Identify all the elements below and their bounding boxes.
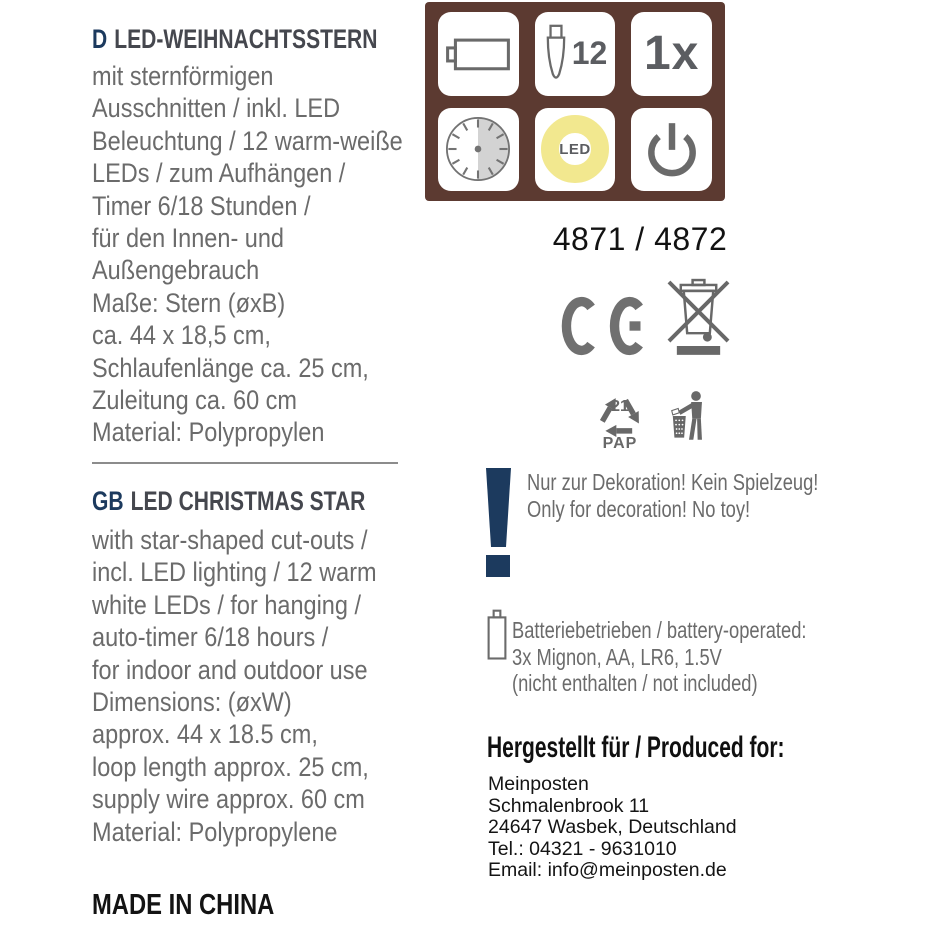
description-line: for indoor and outdoor use	[92, 654, 368, 685]
battery-info	[512, 617, 806, 697]
section-divider	[92, 462, 398, 464]
description-line: Schlaufenlänge ca. 25 cm,	[92, 352, 369, 383]
tidy-man-icon	[662, 381, 716, 451]
weee-bin-icon	[667, 273, 730, 356]
warning-line-de: Nur zur Dekoration! Kein Spielzeug!	[527, 469, 819, 495]
description-line: auto-timer 6/18 hours /	[92, 622, 329, 653]
language-badge-gb: GB	[92, 486, 124, 516]
timer-clock-icon	[441, 112, 515, 186]
german-section-title	[92, 24, 377, 55]
address-line: Email: info@meinposten.de	[488, 859, 727, 882]
battery-info-line: 3x Mignon, AA, LR6, 1.5V	[512, 643, 722, 670]
language-badge-de: D	[92, 24, 108, 54]
led-count-label: 12	[571, 35, 608, 72]
exclamation-icon	[486, 468, 512, 580]
made-in-china-label: MADE IN CHINA	[92, 889, 275, 921]
description-line: Material: Polypropylene	[92, 816, 338, 847]
description-line: LEDs / zum Aufhängen /	[92, 158, 346, 189]
german-description	[92, 60, 457, 449]
description-line: incl. LED lighting / 12 warm	[92, 557, 377, 588]
description-line: Dimensions: (øxW)	[92, 687, 292, 718]
description-line: mit sternförmigen	[92, 61, 274, 91]
description-line: approx. 44 x 18.5 cm,	[92, 719, 318, 750]
quantity-tile	[631, 12, 712, 96]
description-line: Außengebrauch	[92, 255, 260, 286]
led-tile	[535, 108, 616, 192]
description-line: Material: Polypropylen	[92, 417, 325, 448]
description-line: Zuleitung ca. 60 cm	[92, 385, 297, 416]
aa-battery-icon	[484, 609, 510, 661]
english-section-title	[92, 486, 365, 517]
decoration-warning	[527, 469, 818, 522]
address-line: Schmalenbrook 11	[488, 794, 650, 817]
recycling-code: 21	[611, 398, 629, 415]
battery-feature-tile	[438, 12, 519, 96]
feature-icon-panel	[425, 2, 725, 201]
description-line: white LEDs / for hanging /	[92, 589, 361, 620]
model-number: 4871 / 4872	[552, 221, 728, 257]
led-label: LED	[559, 140, 591, 158]
description-line: Beleuchtung / 12 warm-weiße	[92, 125, 403, 156]
description-line: with star-shaped cut-outs /	[92, 525, 368, 555]
description-line: supply wire approx. 60 cm	[92, 784, 365, 815]
led-icon	[541, 115, 609, 183]
address-line: Meinposten	[488, 773, 589, 795]
address-line: 24647 Wasbek, Deutschland	[488, 816, 737, 839]
led-count-tile	[535, 12, 616, 96]
battery-icon	[445, 34, 511, 74]
quantity-label: 1x	[643, 27, 700, 81]
description-line: ca. 44 x 18,5 cm,	[92, 320, 271, 351]
exclamation-dot	[486, 555, 510, 577]
product-title-de: LED-WEIHNACHTSSTERN	[114, 24, 378, 54]
description-line: Ausschnitten / inkl. LED	[92, 93, 341, 124]
warning-line-en: Only for decoration! No toy!	[527, 495, 751, 522]
recycling-symbol	[589, 381, 651, 453]
exclamation-bar	[486, 468, 511, 547]
ce-mark-icon	[560, 296, 646, 356]
producer-address	[488, 774, 737, 882]
timer-tile	[438, 108, 519, 192]
product-title-en: LED CHRISTMAS STAR	[130, 486, 366, 516]
address-line: Tel.: 04321 - 9631010	[488, 837, 677, 860]
power-icon	[641, 116, 703, 182]
description-line: Maße: Stern (øxB)	[92, 287, 286, 318]
string-light-bulb-icon	[543, 24, 569, 84]
battery-info-line: Batteriebetrieben / battery-operated:	[512, 617, 807, 643]
power-tile	[631, 108, 712, 192]
description-line: loop length approx. 25 cm,	[92, 751, 369, 782]
producer-title: Hergestellt für / Produced for:	[487, 731, 785, 764]
description-line: Timer 6/18 Stunden /	[92, 190, 311, 221]
recycling-material: PAP	[602, 435, 638, 452]
description-line: für den Innen- und	[92, 223, 284, 254]
english-description	[92, 524, 457, 848]
battery-info-line: (nicht enthalten / not included)	[512, 670, 758, 696]
